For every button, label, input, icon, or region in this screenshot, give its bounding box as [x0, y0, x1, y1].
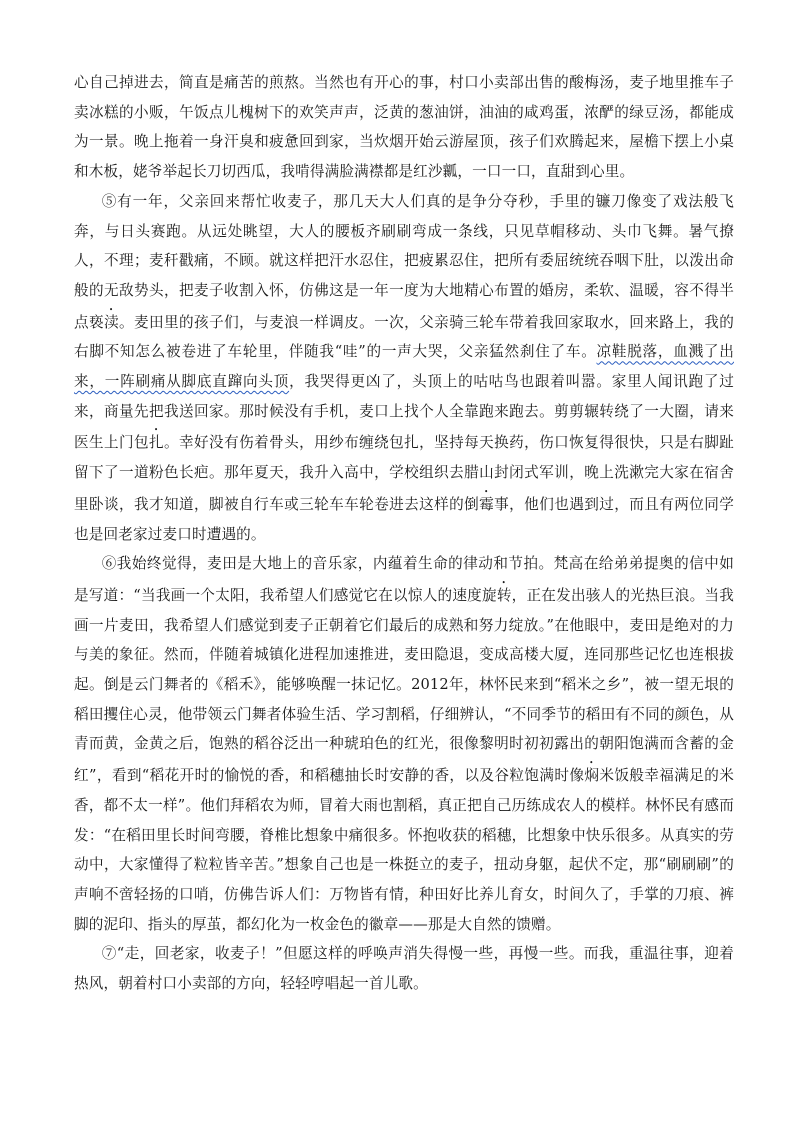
- emphasis-dot-char: 转: [496, 586, 512, 604]
- text-segment: 。幸好没有伤着骨头，用纱布缠绕包扎，坚持每天换药，伤口恢复得很快，只是右脚趾留下了一道粉色长疤。那年夏天，我升入高中，学校组织去腊山封闭式军训，晚上洗漱完大家在宿舍里卧谈，我才知道，脚被自行车或三轮车车轮卷进去这样的倒: [74, 434, 734, 513]
- text-segment: 事，他们也遇到过，而且有两位同学也是回老家过麦口时遭遇的。: [74, 495, 734, 543]
- text-segment: ，正在发出骇人的光热巨浪。当我画一片麦田，我希望人们感觉到麦子正朝着它们最后的成熟和努力绽放。”在他眼中，麦田是绝对的力与美的象征。然而，伴随着城镇化进程加速推进，麦田隐退，变成高楼大厦，连同那些记忆也连根拔起。倒是云门舞者的《稻禾》，能够唤醒一抹记忆。2012年，林怀民来到“稻米之乡”，被一望无垠的稻田攫住心灵，他带领云门舞者体验生活、学习割稻，仔细辨认，“不同季节的稻田有不同的颜色，从青而黄，金黄之后，饱熟的稻谷泛出一种琥珀色的红光，很像黎明时初初露出的朝阳饱满而含蓄的金红”，看到“稻花开时的愉悦的香，和稻穗抽长时安静的香，以及谷粒饱满时像: [74, 586, 734, 785]
- wavy-underlined-sentence: 凉鞋脱落，血溅了出来，一阵刷痛从脚底直蹿向头顶: [74, 343, 734, 391]
- text-segment: 米饭般幸福满足的米香，都不太一样”。他们拜稻农为师，冒着大雨也割稻，真正把自己历练成农人的模样。林怀民有感而发：“在稻田里长时间弯腰，脊椎比想象中痛很多。怀抱收获的稻穗，比想象中快乐很多。从真实的劳动中，大家懂得了粒粒皆辛苦。”想象自己也是一株挺立的麦子，扭动身躯，起伏不定，那“刷刷刷”的声响不啻轻扬的口哨，仿佛告诉人们：万物皆有情，种田好比养儿育女，时间久了，手掌的刀痕、裤脚的泥印、指头的厚茧，都幻化为一枚金色的徽章——那是大自然的馈赠。: [74, 767, 734, 933]
- emphasis-dot-char: 渎: [104, 313, 120, 331]
- text-segment: ⑥我始终觉得，麦田是大地上的音乐家，内蕴着生命的律动和节拍。梵高在给弟弟提奥的信中如是写道：“当我画一个太阳，我希望人们感觉它在以惊人的速度旋: [74, 555, 734, 604]
- paragraph-5: [74, 187, 734, 549]
- text-segment: ⑦“走，回老家，收麦子！”但愿这样的呼唤声消失得慢一些，再慢一些。而我，重温往事，迎着热风，朝着村口小卖部的方向，轻轻哼唱起一首儿歌。: [74, 945, 734, 993]
- text-segment: ，我哭得更凶了，头顶上的咕咕鸟也跟着叫嚣。家里人闻讯跑了过来，商量先把我送回家。那时候没有手机，麦口上找个人全靠跑来跑去。剪剪辗转绕了一大圈，请来医生上门包: [74, 373, 734, 452]
- paragraph-4-continued: [74, 68, 734, 187]
- document-page: [74, 68, 734, 999]
- text-segment: ⑤有一年，父亲回来帮忙收麦子，那几天大人们真的是争分夺秒，手里的镰刀像变了戏法般飞奔，与日头赛跑。从远处眺望，大人的腰板齐刷刷弯成一条线，只见草帽移动、头巾飞舞。暑气撩人，不理；麦秆戳痛，不顾。就这样把汗水忍住，把疲累忍住，把所有委屈统统吞咽下肚，以泼出命般的无敌势头，把麦子收割入怀，仿佛这是一年一度为大地精心布置的婚房，柔软、温暖，容不得半点亵: [74, 192, 734, 331]
- text-segment: 。麦田里的孩子们，与麦浪一样调皮。一次，父亲骑三轮车带着我回家取水，回来路上，我的右脚不知怎么被卷进了车轮里，伴随我“哇”的一声大哭，父亲猛然刹住了车。: [74, 313, 734, 361]
- text-segment: 心自己掉进去，简直是痛苦的煎熬。当然也有开心的事，村口小卖部出售的酸梅汤，麦子地里推车子卖冰糕的小贩，午饭点儿槐树下的欢笑声声，泛黄的葱油饼，油油的咸鸡蛋，浓酽的绿豆汤，都能成为一景。晚上拖着一身汗臭和疲惫回到家，当炊烟开始云游屋顶，孩子们欢腾起来，屋檐下摆上小桌和木板，姥爷举起长刀切西瓜，我啃得满脸满襟都是红沙瓤，一口一口，直甜到心里。: [74, 74, 734, 181]
- emphasis-dot-char: 霉: [479, 495, 495, 513]
- paragraph-6: [74, 549, 734, 939]
- paragraph-7: [74, 939, 734, 998]
- emphasis-dot-char: 扎: [149, 434, 165, 452]
- emphasis-dot-char: 焖: [584, 767, 600, 785]
